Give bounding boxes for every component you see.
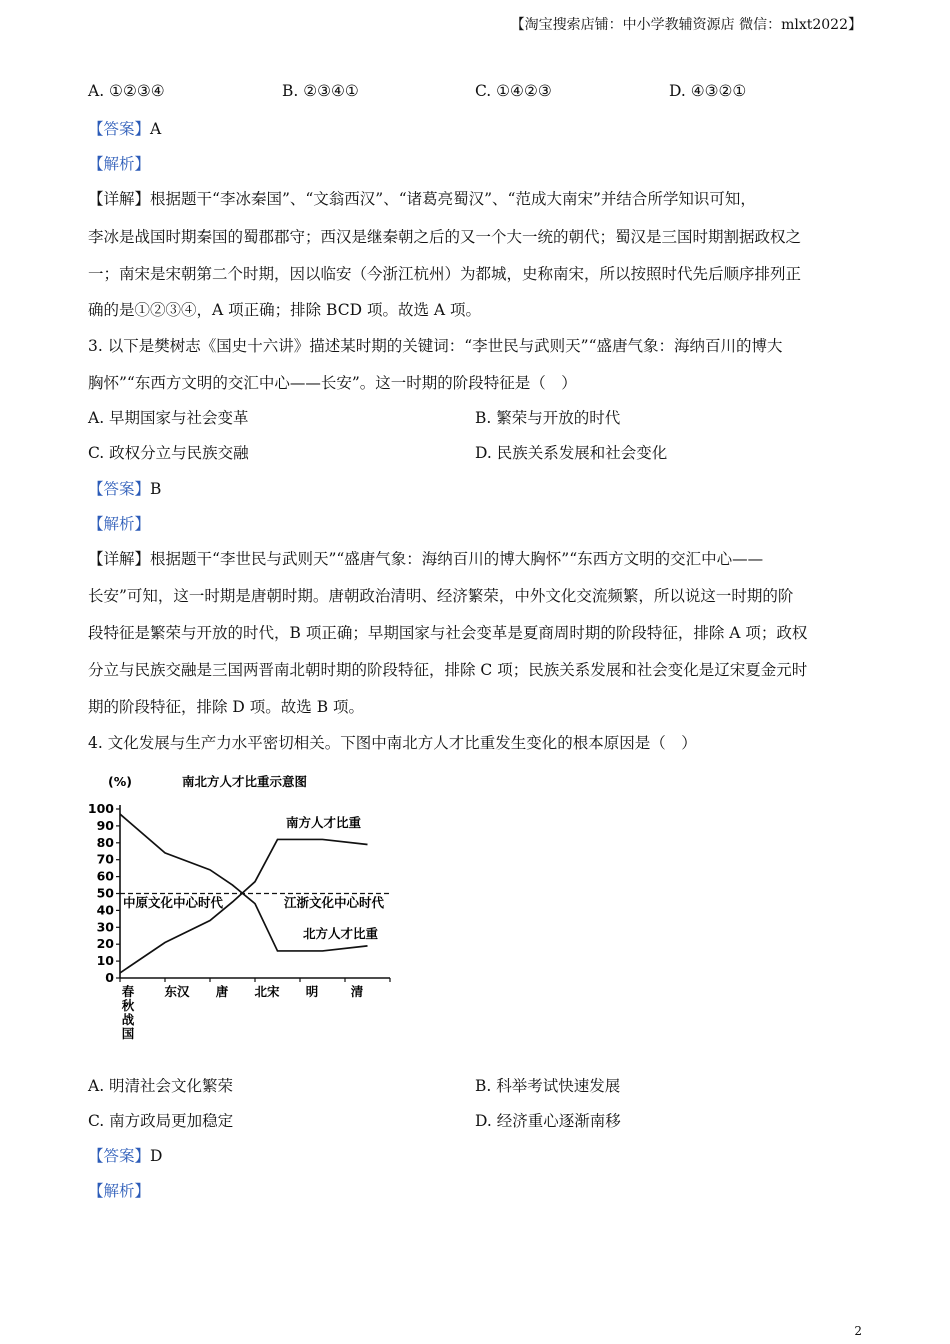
analysis-tag: 【解析】 xyxy=(88,515,151,533)
q4-option-d: D. 经济重心逐渐南移 xyxy=(475,1112,621,1130)
annotation-jiangzhe-era: 江浙文化中心时代 xyxy=(284,895,385,910)
detail-text: 根据题干“李世民与武则天”“盛唐气象：海纳百川的博大胸怀”“东西方文明的交汇中心—— xyxy=(150,550,764,568)
y-tick-label: 20 xyxy=(96,936,114,952)
annotation-central-plains-era: 中原文化中心时代 xyxy=(123,895,224,910)
talent-ratio-chart xyxy=(86,762,416,1052)
q2-option-b: B. ②③④① xyxy=(282,82,359,100)
q2-answer xyxy=(88,117,161,139)
q2-detail-line: 李冰是战国时期秦国的蜀郡郡守；西汉是继秦朝之后的又一个大一统的朝代；蜀汉是三国时期割据政权之 xyxy=(88,228,802,246)
detail-tag: 【详解】 xyxy=(88,550,151,568)
q2-option-d: D. ④③②① xyxy=(669,82,747,100)
x-tick-label: 国 xyxy=(121,1026,135,1041)
q3-detail-line: 段特征是繁荣与开放的时代，B 项正确；早期国家与社会变革是夏商周时期的阶段特征，排除 A 项；政权 xyxy=(88,624,808,642)
answer-value: D xyxy=(150,1147,163,1165)
analysis-tag: 【解析】 xyxy=(88,155,151,173)
y-tick-label: 30 xyxy=(96,919,114,935)
q4-stem: 4. 文化发展与生产力水平密切相关。下图中南北方人才比重发生变化的根本原因是（ ） xyxy=(88,734,697,752)
x-tick-label: 唐 xyxy=(215,984,229,999)
q2-option-a: A. ①②③④ xyxy=(88,82,165,100)
detail-tag: 【详解】 xyxy=(88,190,151,208)
y-tick-label: 10 xyxy=(96,953,114,969)
q2-detail-line: 一；南宋是宋朝第二个时期，因以临安（今浙江杭州）为都城，史称南宋，所以按照时代先后顺序排列正 xyxy=(88,265,802,283)
chart-ylabel: (%) xyxy=(108,774,132,789)
x-tick-label: 清 xyxy=(350,984,364,999)
q3-option-a: A. 早期国家与社会变革 xyxy=(88,409,249,427)
x-tick-label: 北宋 xyxy=(254,984,280,999)
chart-title: 南北方人才比重示意图 xyxy=(182,774,308,789)
q3-detail-line xyxy=(88,547,763,569)
q2-option-c: C. ①④②③ xyxy=(475,82,552,100)
q4-option-a: A. 明清社会文化繁荣 xyxy=(88,1077,234,1095)
y-tick-label: 50 xyxy=(96,885,114,901)
x-tick-label: 秋 xyxy=(121,998,135,1013)
q3-detail-line: 分立与民族交融是三国两晋南北朝时期的阶段特征，排除 C 项；民族关系发展和社会变化是辽宋夏金元时 xyxy=(88,661,808,679)
page-number: 2 xyxy=(854,1324,862,1338)
q3-answer xyxy=(88,477,161,499)
x-tick-label: 东汉 xyxy=(164,984,190,999)
answer-tag: 【答案】 xyxy=(88,1147,151,1165)
x-tick-label: 战 xyxy=(121,1012,135,1027)
x-tick-label: 春 xyxy=(121,984,135,999)
q4-option-c: C. 南方政局更加稳定 xyxy=(88,1112,234,1130)
q2-analysis-tag xyxy=(88,152,150,174)
q3-stem-line: 3. 以下是樊树志《国史十六讲》描述某时期的关键词：“李世民与武则天”“盛唐气象：海纳百川的博大 xyxy=(88,337,783,355)
y-tick-label: 100 xyxy=(87,801,114,816)
q4-answer xyxy=(88,1144,162,1166)
y-tick-label: 90 xyxy=(96,817,114,833)
q3-option-d: D. 民族关系发展和社会变化 xyxy=(475,444,668,462)
q4-option-b: B. 科举考试快速发展 xyxy=(475,1077,621,1095)
q3-detail-line: 长安”可知，这一时期是唐朝时期。唐朝政治清明、经济繁荣，中外文化交流频繁，所以说这一时期的阶 xyxy=(88,587,794,605)
series-label-south: 南方人才比重 xyxy=(286,815,362,830)
answer-tag: 【答案】 xyxy=(88,120,151,138)
series-label-north: 北方人才比重 xyxy=(303,926,379,941)
x-tick-label: 明 xyxy=(305,984,319,999)
y-tick-label: 70 xyxy=(96,851,114,867)
q3-detail-line: 期的阶段特征，排除 D 项。故选 B 项。 xyxy=(88,698,365,716)
q3-analysis-tag xyxy=(88,512,150,534)
y-tick-label: 40 xyxy=(96,902,114,918)
q4-analysis-tag xyxy=(88,1179,150,1201)
detail-text: 根据题干“李冰秦国”、“文翁西汉”、“诸葛亮蜀汉”、“范成大南宋”并结合所学知识可知， xyxy=(150,190,756,208)
q2-detail-line: 确的是①②③④，A 项正确；排除 BCD 项。故选 A 项。 xyxy=(88,301,481,319)
answer-value: A xyxy=(150,120,162,138)
q3-option-c: C. 政权分立与民族交融 xyxy=(88,444,249,462)
q3-option-b: B. 繁荣与开放的时代 xyxy=(475,409,621,427)
answer-value: B xyxy=(150,480,162,498)
y-tick-label: 60 xyxy=(96,868,114,884)
q3-stem-line: 胸怀”“东西方文明的交汇中心——长安”。这一时期的阶段特征是（ ） xyxy=(88,374,577,392)
analysis-tag: 【解析】 xyxy=(88,1182,151,1200)
y-tick-label: 80 xyxy=(96,834,114,850)
page-header: 【淘宝搜索店铺：中小学教辅资源店 微信：mlxt2022】 xyxy=(510,17,862,33)
q2-detail-line xyxy=(88,187,756,209)
answer-tag: 【答案】 xyxy=(88,480,151,498)
y-tick-label: 0 xyxy=(105,970,114,985)
